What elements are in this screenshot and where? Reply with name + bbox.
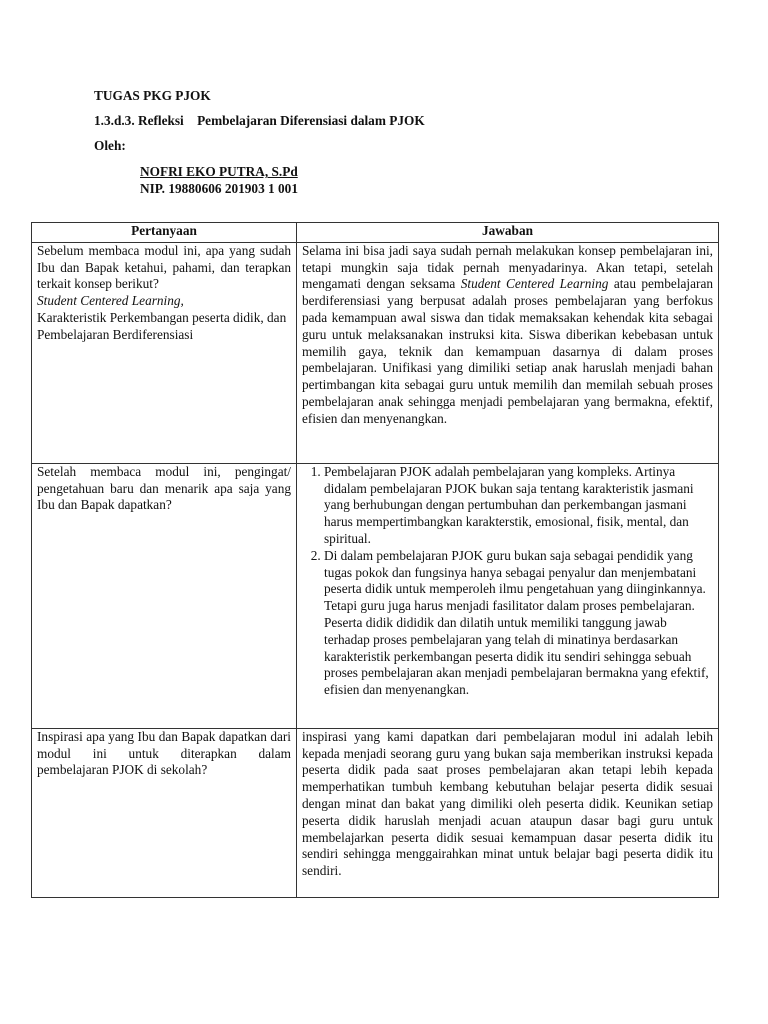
answer-list xyxy=(302,464,713,699)
document-title: TUGAS PKG PJOK xyxy=(94,88,211,103)
question-item: Student Centered Learning, xyxy=(37,293,184,309)
document-subtitle xyxy=(94,113,425,138)
question-cell xyxy=(32,242,297,463)
subtitle-code: 1.3.d.3. Refleksi xyxy=(94,113,184,128)
author-name: NOFRI EKO PUTRA, S.Pd xyxy=(140,164,298,179)
answer-cell xyxy=(297,242,719,463)
answer-text: atau pembelajaran berdiferensiasi yang berpusat adalah proses pembelajaran yang berfokus pada kemampuan awal siswa dan tidak memaksakan kehendak kita sebagai guru untuk melaksanakan instruksi kita. Siswa diberikan kebebasan untuk memilih gaya, teknik dan kemampuan dasarnya di dalam proses pembelajaran. Unifikasi yang dimiliki setiap anak haruslah menjadi bahan pertimbangan kita sebagai guru untuk memilih dan memilah sebuah proses pembelajaran anak sehingga menjadi pembelajaran yang bermakna, efektif, efisien dan menyenangkan. xyxy=(302,276,713,426)
table-row xyxy=(32,242,719,463)
table-row xyxy=(32,728,719,897)
header-question: Pertanyaan xyxy=(32,223,297,243)
table-header-row xyxy=(32,223,719,243)
answer-text: Selama ini bisa jadi saya sudah pernah melakukan konsep pembelajaran ini, tetapi mungkin saja tidak pernah menyadarinya. Akan tetapi, setelah mengamati dengan seksama xyxy=(302,242,713,292)
question-intro: Sebelum membaca modul ini, apa yang sudah Ibu dan Bapak ketahui, pahami, dan terapkan terkait konsep berikut? xyxy=(37,242,291,292)
question-cell: Inspirasi apa yang Ibu dan Bapak dapatkan dari modul ini untuk diterapkan dalam pembelajaran PJOK di sekolah? xyxy=(32,728,297,897)
answer-cell: inspirasi yang kami dapatkan dari pembelajaran modul ini adalah lebih kepada menjadi seorang guru yang bukan saja memberikan instruksi kepada peserta didik pada saat proses pembelajaran akan tetapi lebih kepada memperhatikan tumbuh kembang kebutuhan belajar peserta didik sesuai dengan minat dan bakat yang dimiliki oleh peserta didik. Keunikan setiap peserta didik haruslah menjadi acuan ataupun dasar bagi guru untuk membelajarkan peserta didik sesuai kemampuan dasar peserta didik itu sendiri sehingga menggairahkan minat untuk belajar bagi peserta didik itu sendiri. xyxy=(297,728,719,897)
answer-list-item: 1. Pembelajaran PJOK adalah pembelajaran yang kompleks. Artinya didalam pembelajaran PJOK bukan saja tentang karakteristik jasmani yang berhubungan dengan pertumbuhan dan perkembangan jasmani harus mempertimbangkan karakterstik, emosional, fisik, mental, dan spiritual. xyxy=(324,464,713,548)
question-item: Karakteristik Perkembangan peserta didik, dan xyxy=(37,309,287,325)
author-nip: NIP. 19880606 201903 1 001 xyxy=(140,181,298,196)
question-item: Pembelajaran Berdiferensiasi xyxy=(37,326,194,342)
table-row xyxy=(32,463,719,728)
by-label: Oleh: xyxy=(94,138,126,153)
header-answer: Jawaban xyxy=(297,223,719,243)
answer-list-item: 2. Di dalam pembelajaran PJOK guru bukan saja sebagai pendidik yang tugas pokok dan fungsinya hanya sebagai penyalur dan menjembatani peserta didik untuk memperoleh ilmu pengetahuan yang diinginkannya. Tetapi guru juga harus menjadi fasilitator dalam proses pembelajaran. Peserta didik dididik dan dilatih untuk memiliki tanggung jawab terhadap proses pembelajaran yang telah di minatinya berdasarkan karakteristik perkembangan peserta didik itu sendiri sehingga sebuah proses pembelajaran akan menjadi pembelajaran bermakna yang efektif, efisien dan menyenangkan. xyxy=(324,548,713,699)
author-block xyxy=(140,163,425,197)
question-cell: Setelah membaca modul ini, pengingat/ pengetahuan baru dan menarik apa saja yang Ibu dan Bapak dapatkan? xyxy=(32,463,297,728)
answer-cell xyxy=(297,463,719,728)
answer-italic-text: Student Centered Learning xyxy=(460,276,609,292)
subtitle-text: Pembelajaran Diferensiasi dalam PJOK xyxy=(197,113,425,128)
document-header xyxy=(94,88,425,197)
reflection-table xyxy=(31,222,719,898)
